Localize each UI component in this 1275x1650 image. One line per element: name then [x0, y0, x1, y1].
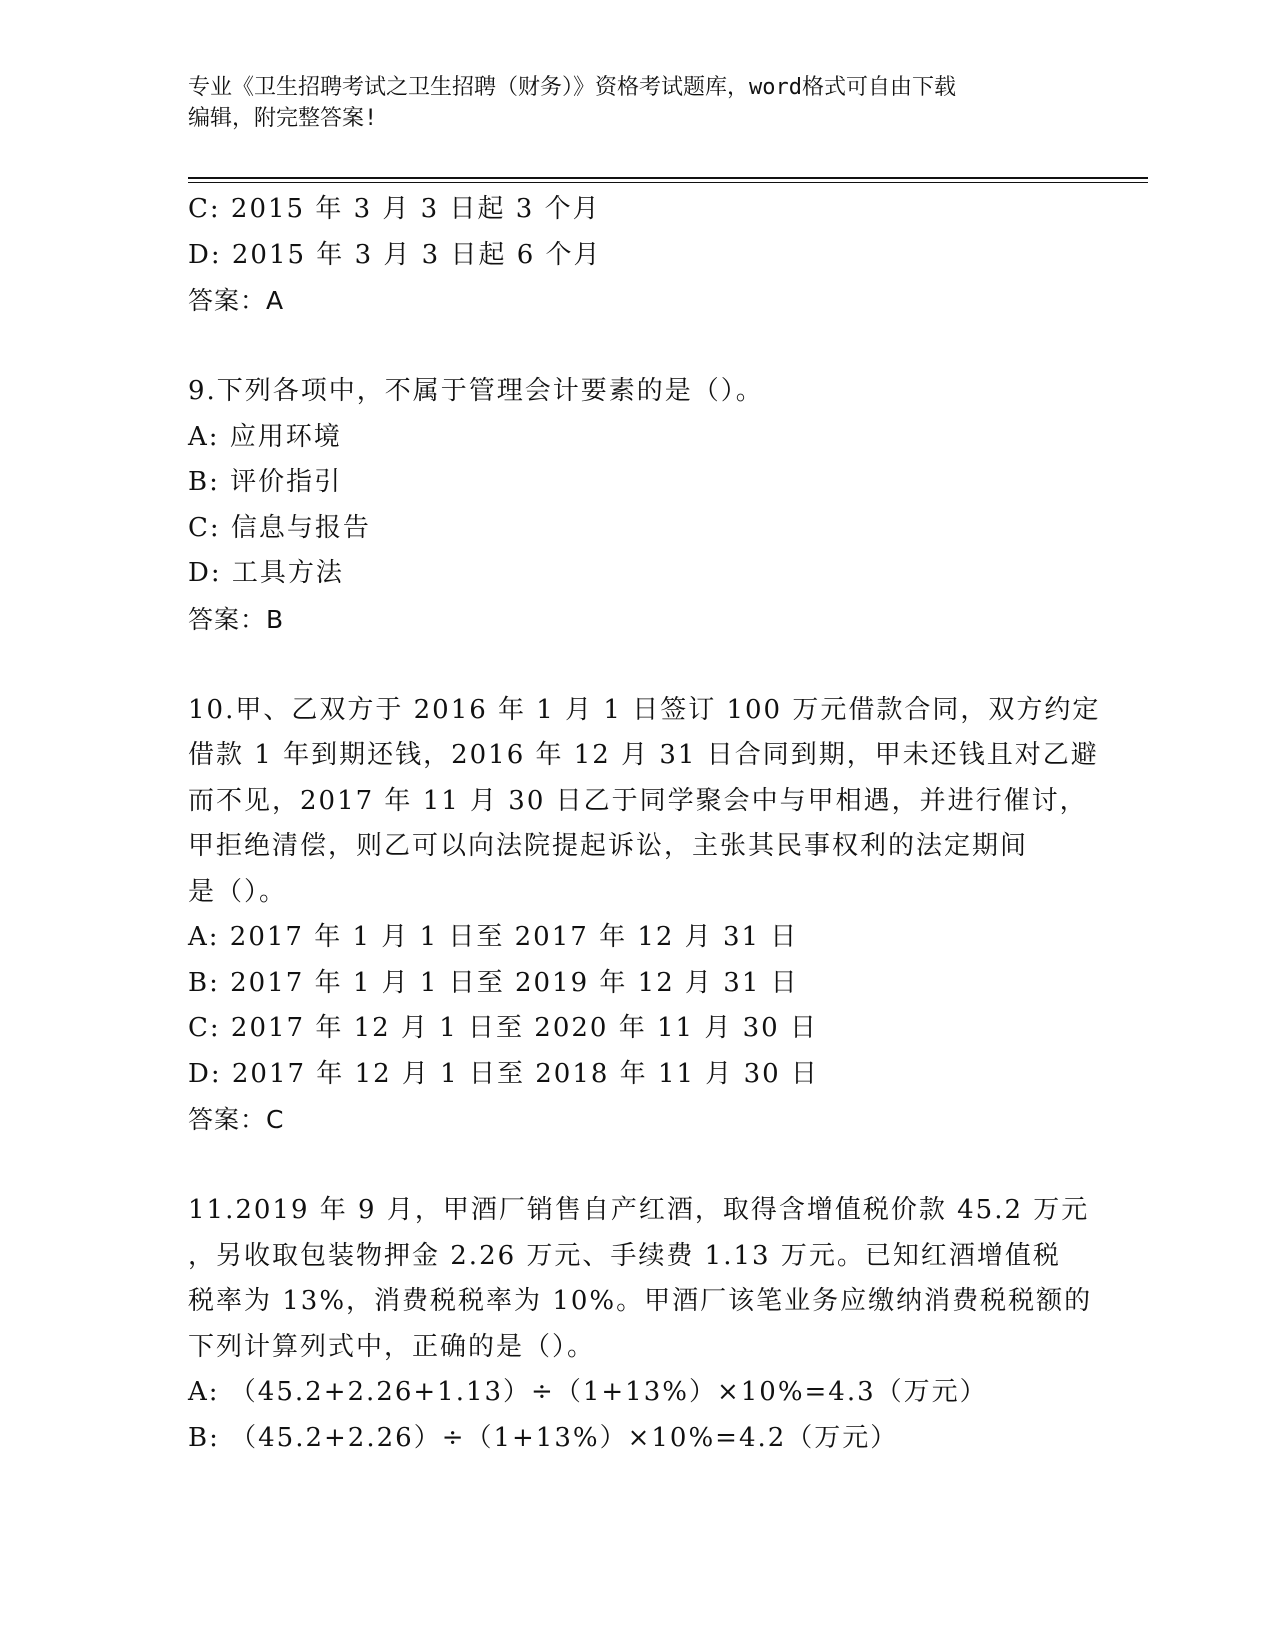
q10-option-d: D: 2017 年 12 月 1 日至 2018 年 11 月 30 日	[188, 1058, 819, 1089]
q9-stem: 9.下列各项中，不属于管理会计要素的是（）。	[188, 376, 764, 406]
question-9	[188, 369, 1088, 642]
q9-option-d: D: 工具方法	[188, 558, 344, 588]
document-header	[188, 72, 1088, 134]
q10-stem-line-3: 而不见，2017 年 11 月 30 日乙于同学聚会中与甲相遇，并进行催讨，	[188, 785, 1088, 816]
q11-option-b: B: （45.2+2.26）÷（1+13%）×10%=4.2（万元）	[188, 1422, 899, 1453]
q10-stem-line-1: 10.甲、乙双方于 2016 年 1 月 1 日签订 100 万元借款合同，双方约定	[188, 694, 1101, 725]
q11-option-a: A: （45.2+2.26+1.13）÷（1+13%）×10%=4.3（万元）	[188, 1377, 988, 1407]
header-title-line-1: 专业《卫生招聘考试之卫生招聘（财务）》资格考试题库，word格式可自由下载	[188, 75, 956, 100]
q8-option-d: D: 2015 年 3 月 3 日起 6 个月	[188, 239, 602, 270]
question-10	[188, 688, 1101, 1143]
q11-stem-line-2: ，另收取包装物押金 2.26 万元、手续费 1.13 万元。已知红酒增值税	[188, 1240, 1061, 1271]
q11-stem-line-3: 税率为 13%，消费税税率为 10%。甲酒厂该笔业务应缴纳消费税税额的	[188, 1286, 1093, 1316]
q10-option-b: B: 2017 年 1 月 1 日至 2019 年 12 月 31 日	[188, 967, 799, 998]
question-11	[188, 1188, 1093, 1461]
q9-option-a: A: 应用环境	[188, 421, 342, 452]
q10-answer: 答案：C	[188, 1105, 285, 1134]
q10-option-a: A: 2017 年 1 月 1 日至 2017 年 12 月 31 日	[188, 922, 799, 952]
header-title-line-2: 编辑，附完整答案!	[188, 106, 378, 131]
header-divider-thin	[188, 182, 1148, 183]
q8-option-c: C: 2015 年 3 月 3 日起 3 个月	[188, 194, 601, 224]
q8-answer: 答案：A	[188, 286, 285, 315]
q10-stem-line-4: 甲拒绝清偿，则乙可以向法院提起诉讼，主张其民事权利的法定期间	[188, 831, 1029, 861]
q10-option-c: C: 2017 年 12 月 1 日至 2020 年 11 月 30 日	[188, 1013, 818, 1043]
q10-stem-line-2: 借款 1 年到期还钱，2016 年 12 月 31 日合同到期，甲未还钱且对乙避	[188, 740, 1099, 770]
q10-stem-line-5: 是（）。	[188, 876, 288, 907]
q11-stem-line-1: 11.2019 年 9 月，甲酒厂销售自产红酒，取得含增值税价款 45.2 万元	[188, 1195, 1090, 1225]
question-8	[188, 187, 1088, 324]
header-divider-thick	[188, 177, 1148, 179]
q9-option-c: C: 信息与报告	[188, 512, 371, 543]
spacer	[188, 642, 1088, 688]
q11-stem-line-4: 下列计算列式中，正确的是（）。	[188, 1331, 596, 1362]
document-body	[188, 187, 1101, 1461]
q9-option-b: B: 评价指引	[188, 467, 343, 497]
q9-answer: 答案：B	[188, 604, 285, 634]
spacer	[188, 324, 1088, 370]
spacer	[188, 1143, 1088, 1189]
